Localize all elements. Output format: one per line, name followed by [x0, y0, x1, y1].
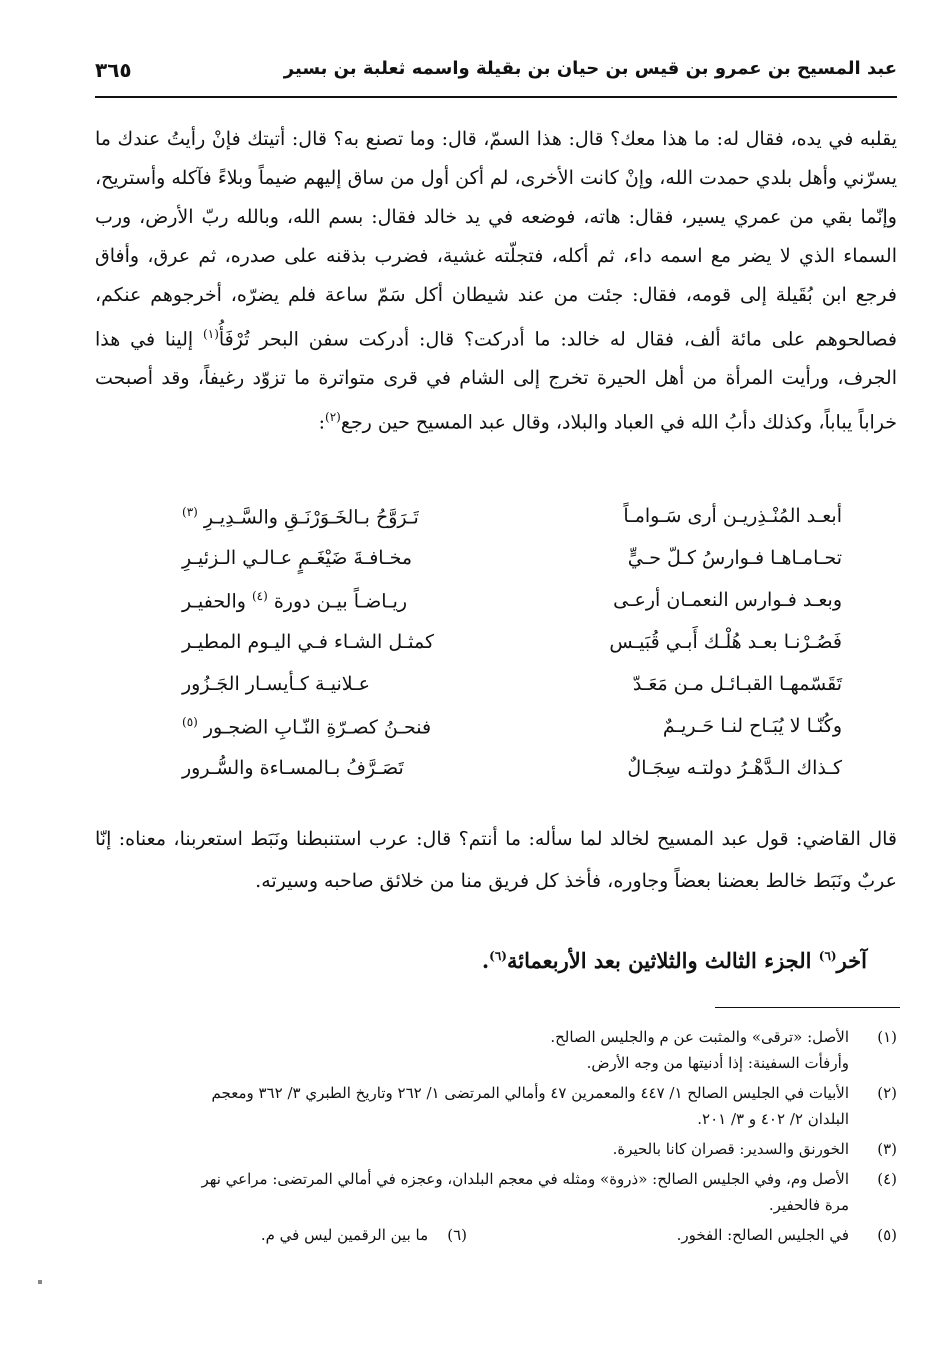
- scan-mark: [38, 1280, 42, 1284]
- main-text: [95, 120, 897, 443]
- verse: [150, 589, 842, 631]
- footnote-line: مرة فالحفير.: [768, 1196, 849, 1214]
- verse-second-hemistich: [182, 715, 512, 738]
- hemistich-text: فنحـنُ كصـرّةِ النّـابِ الضجـور: [203, 716, 432, 739]
- paragraph-text: يقلبه في يده، فقال له: ما هذا معك؟ قال: هذا السمّ، قال: وما تصنع به؟ قال: أتيتك فإنْ رأيتُ عندك ما يسرّني وأهل بلدي حمدت الله، وإنْ كانت الأخرى، لم أكن أول من ساق إليهم ضيماً وبلاءً فآكله وأستريح، وإنّما بقي من عمري يسير، فقال: هاته، فوضعه في يد خالد فقال: بسم الله، وبالله ربّ الأرض، ورب السماء الذي لا يضر مع اسمه داء، ثم أكله، فتجلّته غشية، فضرب بذقنه على صدره، ثم عرق، وأفاق فرجع ابن بُقَيلة إلى قومه، فقال: جئت من عند شيطان أكل سَمّ ساعة فلم يضرّه، أخرجوهم عنكم، فصالحوهم على مائة ألف، فقال له خالد: ما أدركت؟ قال: أدركت سفن البحر تُرْفَأُ: [95, 128, 897, 351]
- commentary-paragraph: قال القاضي: قول عبد المسيح لخالد لما سأله: ما أنتم؟ قال: عرب استنبطنا ونَبَط استعربنا، معناه: إنّا عربٌ ونَبَط خالط بعضنا بعضاً وجاوره، فأخذ كل فريق منا من خلائق صاحبه وسيرته.: [95, 828, 897, 892]
- header-title: عبد المسيح بن عمرو بن قيس بن حيان بن بقيلة واسمه ثعلبة بن بسير: [283, 58, 897, 79]
- footnote-rule: [715, 1007, 900, 1008]
- header-rule: [95, 96, 897, 98]
- footnote-line: البلدان ٢/ ٤٠٢ و ٣/ ٢٠١.: [697, 1110, 849, 1128]
- closing-text: الجزء الثالث والثلاثين بعد الأربعمائة: [506, 948, 819, 973]
- running-header: [95, 58, 897, 94]
- verse: [150, 547, 842, 589]
- footnote: [95, 1024, 897, 1076]
- commentary: [95, 818, 897, 902]
- part-end-note: [482, 948, 867, 973]
- footnote-line: ما بين الرقمين ليس في م.: [260, 1226, 429, 1244]
- closing-end: .: [481, 948, 490, 973]
- poem: [150, 505, 842, 799]
- footnote: [261, 1222, 467, 1248]
- footnote-row: [95, 1222, 897, 1250]
- footnote-ref-3: (٣): [182, 505, 198, 519]
- footnote: [95, 1136, 897, 1162]
- footnote-number: (١): [877, 1028, 897, 1046]
- verse: [150, 715, 842, 757]
- verse: [150, 505, 842, 547]
- footnote-line: الأبيات في الجليس الصالح ١/ ٤٤٧ والمعمرين ٤٧ وأمالي المرتضى ١/ ٢٦٢ وتاريخ الطبري ٣/ ٣٦٢ ومعجم: [211, 1084, 849, 1102]
- footnote-number: (٦): [447, 1226, 467, 1244]
- footnote: [95, 1080, 897, 1132]
- main-paragraph: [95, 120, 897, 443]
- verse-first-hemistich: فَصُـرْنـا بعـد هُلْـك أَبـي قُبَيـس: [609, 631, 842, 653]
- verse-first-hemistich: كـذاك الـدَّهْـرُ دولتـه سِجَـالٌ: [627, 757, 842, 779]
- footnote: [95, 1166, 897, 1218]
- footnote-line: وأرفأت السفينة: إذا أدنيتها من وجه الأرض.: [586, 1054, 849, 1072]
- verse-second-hemistich: كمثـل الشـاء فـي اليـوم المطيـر: [182, 631, 435, 653]
- hemistich-text-cont: والحفيـر: [182, 590, 252, 613]
- paragraph-end: :: [318, 411, 325, 434]
- footnote-ref-4: (٤): [251, 589, 268, 603]
- verse: [150, 757, 842, 799]
- footnote-number: (٤): [877, 1170, 897, 1188]
- verse: [150, 631, 842, 673]
- verse-second-hemistich: مخـافـةَ ضَيْغَـمٍ عـالـي الـزئيـرِ: [182, 547, 413, 569]
- verse: [150, 673, 842, 715]
- footnote-ref-1: (١): [203, 327, 219, 341]
- footnote-ref-5: (٥): [182, 715, 198, 729]
- footnote-line: في الجليس الصالح: الفخور.: [676, 1226, 849, 1244]
- footnote-number: (٢): [877, 1084, 897, 1102]
- footnote-line: الأصل وم، وفي الجليس الصالح: «ذروة» ومثله في معجم البلدان، وعجزه في أمالي المرتضى: مراعي نهر: [201, 1170, 849, 1188]
- footnote: [677, 1222, 897, 1248]
- verse-second-hemistich: عـلانيـة كـأيسـار الجَـزُور: [182, 673, 370, 695]
- hemistich-text: تَـرَوَّحُ بـالخَـوَرْنَـقِ والسَّـدِيـرِ: [203, 506, 419, 529]
- verse-first-hemistich: وبعـد فـوارس النعمـان أرعـى: [613, 589, 842, 611]
- footnote-line: الأصل: «ترقى» والمثبت عن م والجليس الصالح.: [550, 1028, 849, 1046]
- page-number: ٣٦٥: [95, 58, 132, 82]
- footnote-number: (٣): [877, 1140, 897, 1158]
- footnotes: [95, 1024, 897, 1250]
- verse-first-hemistich: تحـامـاهـا فـوارسُ كـلّ حـيٍّ: [627, 547, 842, 569]
- footnote-ref-6b: (٦): [489, 949, 507, 963]
- verse-second-hemistich: [182, 505, 512, 528]
- verse-second-hemistich: تَصَـرَّفُ بـالمسـاءة والسُّـرور: [182, 757, 404, 779]
- hemistich-text: ريـاضـاً بيـن دورة: [273, 590, 408, 613]
- verse-second-hemistich: [182, 589, 512, 612]
- closing-prefix: آخر: [836, 948, 867, 973]
- paragraph-text-cont: إلينا في هذا الجرف، ورأيت المرأة من أهل الحيرة تخرج إلى الشام في قرى متواترة ما تزوّد رغيفاً، وقد أصبحت خراباً يباباً، وكذلك دأبُ الله في العباد والبلاد، وقال عبد المسيح حين رجع: [95, 328, 897, 434]
- footnote-line: الخورنق والسدير: قصران كانا بالحيرة.: [612, 1140, 849, 1158]
- footnote-ref-6a: (٦): [818, 949, 837, 963]
- verse-first-hemistich: وكُنّـا لا يُبَـاح لنـا حَـريـمٌ: [662, 715, 842, 737]
- footnote-ref-2: (٢): [325, 410, 341, 425]
- verse-first-hemistich: أبعـد المُنْـذِريـن أرى سَـوامـاً: [623, 505, 842, 527]
- footnote-number: (٥): [877, 1226, 897, 1244]
- verse-first-hemistich: تَقَسّمهـا القبـائـل مـن مَعَـدّ: [632, 673, 842, 695]
